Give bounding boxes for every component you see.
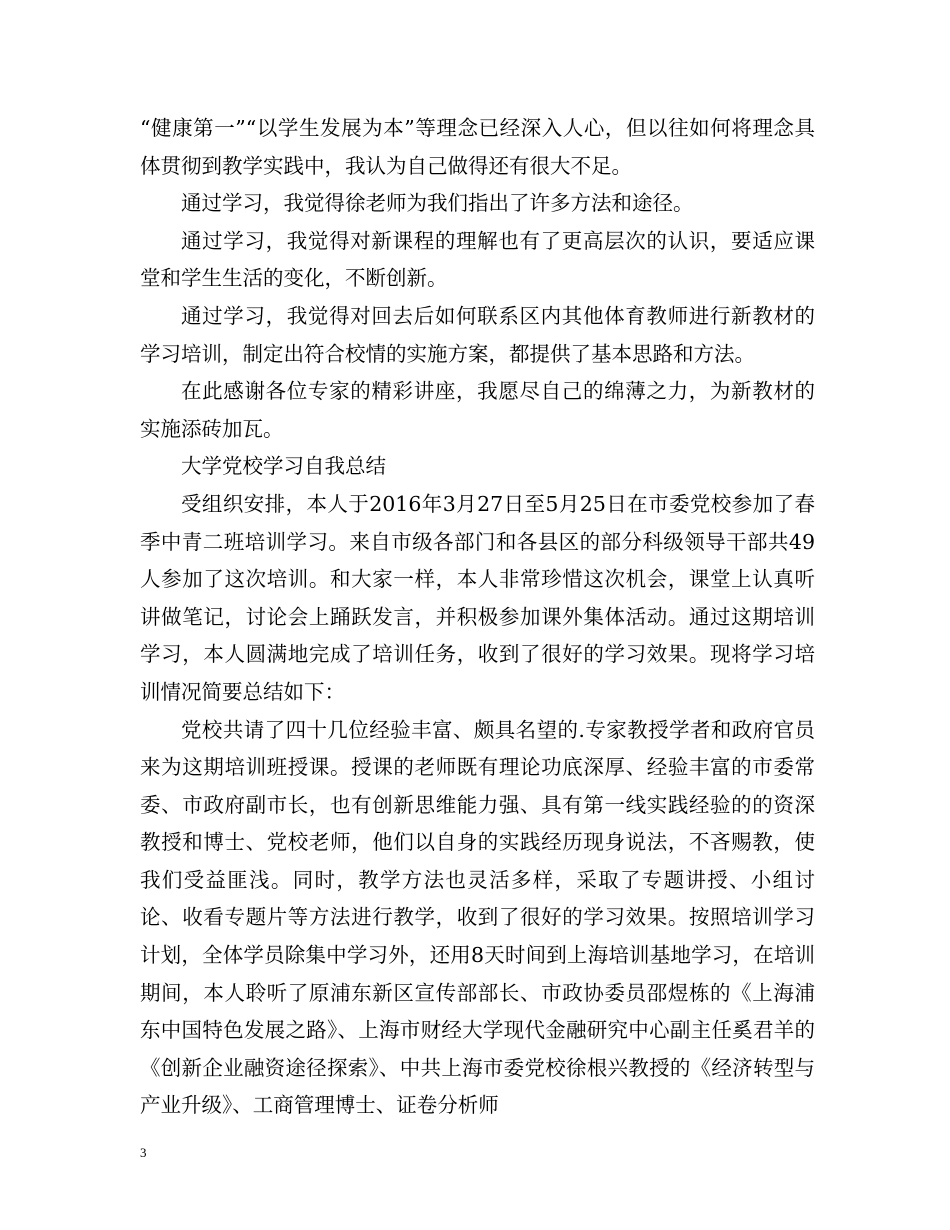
paragraph: 受组织安排，本人于2016年3月27日至5月25日在市委党校参加了春季中青二班培训学习。来自市级各部门和各县区的部分科级领导干部共49人参加了这次培训。和大家一样，本人非常珍惜这次机会，课堂上认真听讲做笔记，讨论会上踊跃发言，并积极参加课外集体活动。通过这期培训学习，本人圆满地完成了培训任务，收到了很好的学习效果。现将学习培训情况简要总结如下： — [140, 491, 815, 704]
section-heading: 大学党校学习自我总结 — [181, 454, 386, 479]
paragraph: “健康第一”“以学生发展为本”等理念已经深入人心，但以往如何将理念具体贯彻到教学实践中，我认为自己做得还有很大不足。 — [140, 116, 815, 178]
paragraph: 通过学习，我觉得对新课程的理解也有了更高层次的认识，要适应课堂和学生生活的变化，不断创新。 — [140, 228, 815, 291]
document-body — [140, 110, 815, 1125]
paragraph: 党校共请了四十几位经验丰富、颇具名望的.专家教授学者和政府官员来为这期培训班授课。授课的老师既有理论功底深厚、经验丰富的市委常委、市政府副市长，也有创新思维能力强、具有第一线实践经验的的资深教授和博士、党校老师，他们以自身的实践经历现身说法，不吝赐教，使我们受益匪浅。同时，教学方法也灵活多样，采取了专题讲授、小组讨论、收看专题片等方法进行教学，收到了很好的学习效果。按照培训学习计划，全体学员除集中学习外，还用8天时间到上海培训基地学习，在培训期间，本人聆听了原浦东新区宣传部部长、市政协委员邵煜栋的《上海浦东中国特色发展之路》、上海市财经大学现代金融研究中心副主任奚君羊的《创新企业融资途径探索》、中共上海市委党校徐根兴教授的《经济转型与产业升级》、工商管理博士、证卷分析师 — [140, 717, 815, 1118]
paragraph: 在此感谢各位专家的精彩讲座，我愿尽自己的绵薄之力，为新教材的实施添砖加瓦。 — [140, 379, 815, 441]
paragraph: 通过学习，我觉得徐老师为我们指出了许多方法和途径。 — [181, 191, 694, 216]
page-number: 3 — [140, 1145, 147, 1160]
paragraph: 通过学习，我觉得对回去后如何联系区内其他体育教师进行新教材的学习培训，制定出符合校情的实施方案，都提供了基本思路和方法。 — [140, 303, 815, 366]
